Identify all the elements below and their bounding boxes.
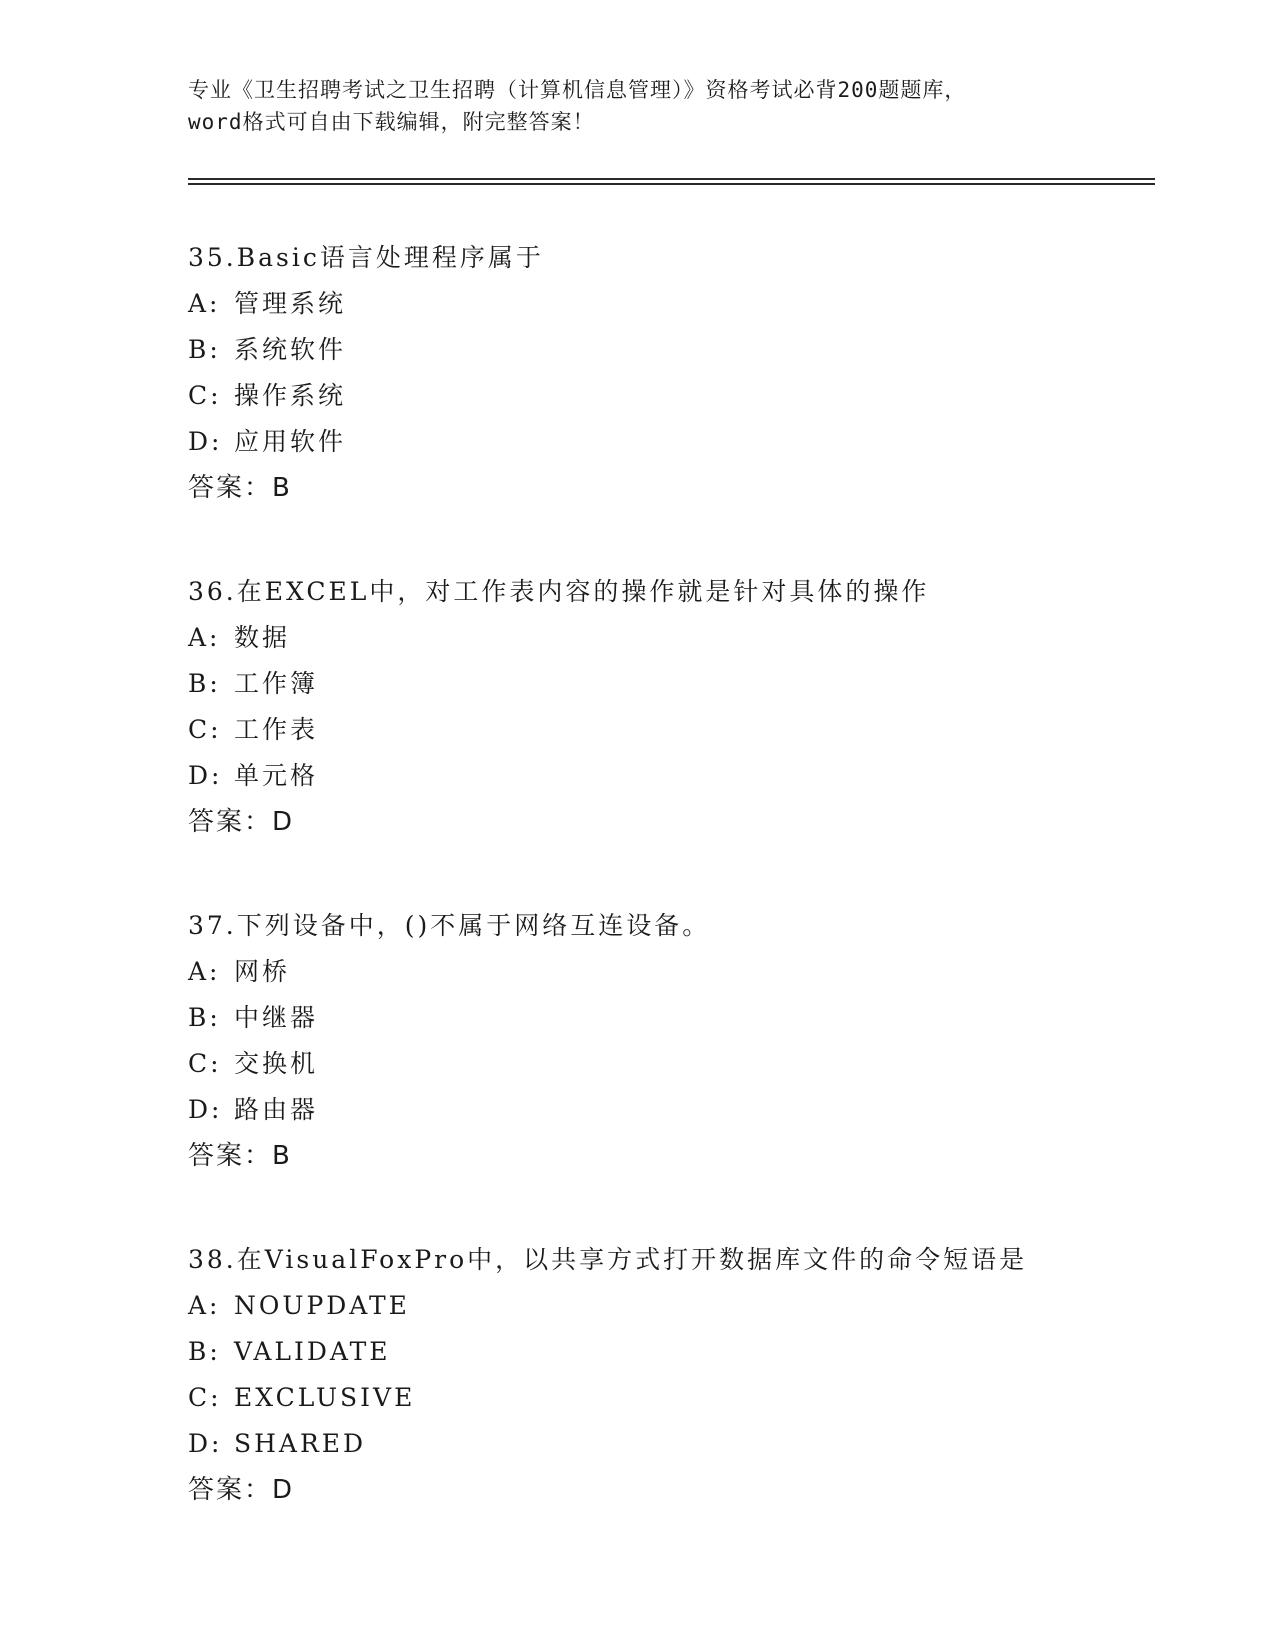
option-d (188, 753, 1188, 799)
question-35 (188, 235, 1188, 511)
option-text: 工作表 (234, 715, 319, 744)
option-text: 系统软件 (234, 335, 347, 364)
option-text: 单元格 (234, 761, 319, 790)
option-letter: A: (188, 623, 221, 652)
option-text: NOUPDATE (234, 1291, 410, 1320)
question-stem (188, 235, 1188, 281)
question-number: 36. (188, 577, 237, 606)
option-letter: D: (188, 1095, 223, 1124)
question-list (188, 235, 1188, 1571)
answer-label: 答案：B (188, 1141, 292, 1171)
question-text: 在EXCEL中，对工作表内容的操作就是针对具体的操作 (236, 577, 930, 606)
option-b (188, 995, 1188, 1041)
option-text: 管理系统 (234, 289, 347, 318)
option-text: 交换机 (234, 1049, 319, 1078)
question-text: 在VisualFoxPro中，以共享方式打开数据库文件的命令短语是 (236, 1245, 1028, 1274)
option-b (188, 661, 1188, 707)
option-a (188, 615, 1188, 661)
document-header (188, 74, 1088, 138)
option-letter: C: (188, 1049, 222, 1078)
option-letter: A: (188, 289, 221, 318)
option-text: VALIDATE (234, 1337, 391, 1366)
option-a (188, 1283, 1188, 1329)
option-c (188, 707, 1188, 753)
header-line-1: 专业《卫生招聘考试之卫生招聘（计算机信息管理）》资格考试必背200题题库， (188, 78, 967, 102)
option-letter: C: (188, 1383, 222, 1412)
question-number: 38. (188, 1245, 237, 1274)
option-text: 中继器 (234, 1003, 319, 1032)
option-d (188, 1087, 1188, 1133)
answer-label: 答案：D (188, 1475, 295, 1505)
option-letter: B: (188, 1337, 221, 1366)
option-text: 路由器 (234, 1095, 319, 1124)
option-letter: B: (188, 669, 221, 698)
question-text: 下列设备中，()不属于网络互连设备。 (236, 911, 711, 940)
option-c (188, 1041, 1188, 1087)
option-letter: C: (188, 381, 222, 410)
option-letter: D: (188, 1429, 223, 1458)
header-divider-bottom (188, 183, 1155, 185)
question-number: 37. (188, 911, 237, 940)
question-number: 35. (188, 243, 237, 272)
option-letter: A: (188, 957, 221, 986)
header-line-2: word格式可自由下载编辑，附完整答案！ (188, 110, 595, 134)
option-text: EXCLUSIVE (234, 1383, 416, 1412)
option-letter: D: (188, 761, 223, 790)
option-text: 操作系统 (234, 381, 347, 410)
option-text: 数据 (234, 623, 291, 652)
answer-label: 答案：D (188, 807, 295, 837)
option-text: 工作簿 (234, 669, 319, 698)
option-d (188, 1421, 1188, 1467)
option-a (188, 949, 1188, 995)
question-stem (188, 569, 1188, 615)
option-letter: A: (188, 1291, 221, 1320)
option-c (188, 1375, 1188, 1421)
option-b (188, 327, 1188, 373)
option-letter: D: (188, 427, 223, 456)
option-text: SHARED (234, 1429, 367, 1458)
answer-label: 答案：B (188, 473, 292, 503)
question-text: Basic语言处理程序属于 (236, 243, 544, 272)
option-d (188, 419, 1188, 465)
question-stem (188, 1237, 1188, 1283)
question-stem (188, 903, 1188, 949)
option-letter: C: (188, 715, 222, 744)
option-b (188, 1329, 1188, 1375)
option-c (188, 373, 1188, 419)
option-text: 应用软件 (234, 427, 347, 456)
option-a (188, 281, 1188, 327)
option-text: 网桥 (234, 957, 291, 986)
header-divider-top (188, 178, 1155, 180)
question-37 (188, 903, 1188, 1179)
question-36 (188, 569, 1188, 845)
option-letter: B: (188, 335, 221, 364)
question-38 (188, 1237, 1188, 1513)
option-letter: B: (188, 1003, 221, 1032)
